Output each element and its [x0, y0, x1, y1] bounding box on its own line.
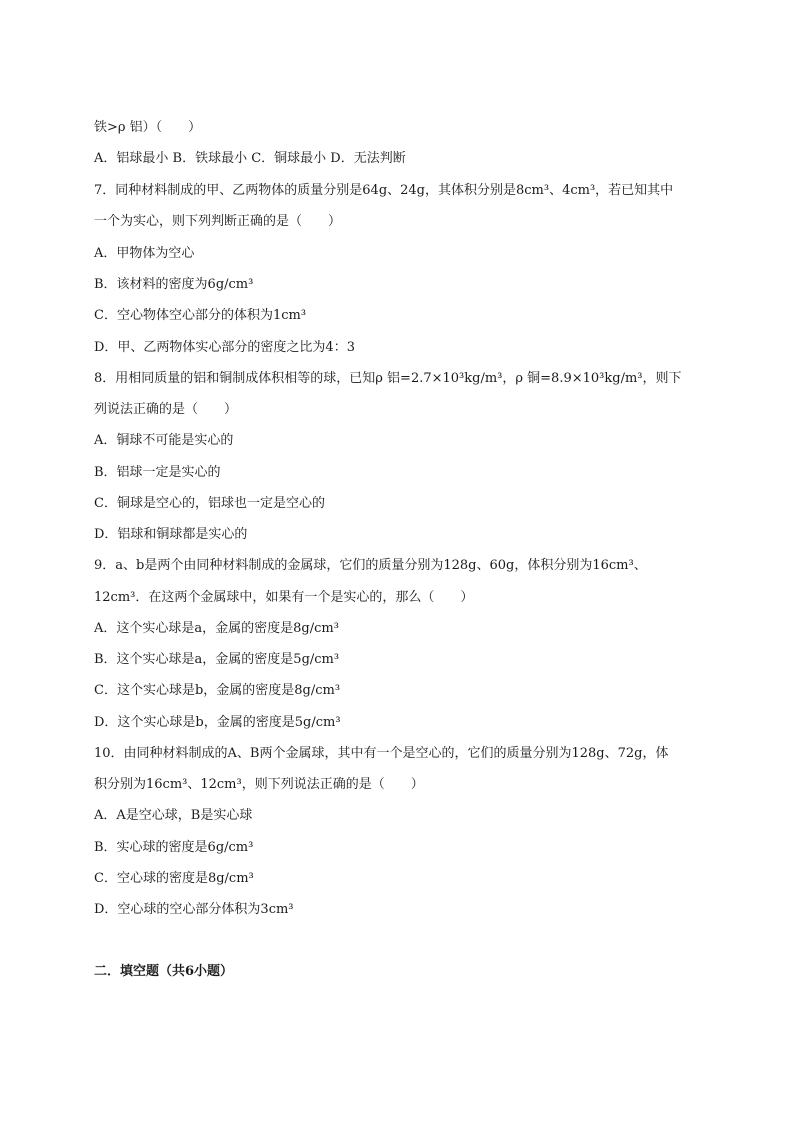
text-line: D．铝球和铜球都是实心的: [94, 527, 248, 542]
text-line: B．该材料的密度为6g/cm³: [94, 277, 254, 292]
text-line: A．铜球不可能是实心的: [94, 433, 234, 448]
text-line: 7．同种材料制成的甲、乙两物体的质量分别是64g、24g，其体积分别是8cm³、4cm³，若已知其中: [94, 183, 674, 198]
text-line: C．空心物体空心部分的体积为1cm³: [94, 308, 307, 323]
text-line: B．实心球的密度是6g/cm³: [94, 840, 254, 855]
text-line: 8．用相同质量的铝和铜制成体积相等的球，已知ρ 铝=2.7×10³kg/m³，ρ 铜=8.9×10³kg/m³，则下: [94, 371, 682, 386]
text-line: D．空心球的空心部分体积为3cm³: [94, 902, 294, 917]
text-line: 10．由同种材料制成的A、B两个金属球，其中有一个是空心的，它们的质量分别为128g、72g，体: [94, 746, 669, 761]
text-line: C．空心球的密度是8g/cm³: [94, 871, 254, 886]
text-line: 列说法正确的是（ ）: [94, 402, 238, 417]
text-line: C．这个实心球是b，金属的密度是8g/cm³: [94, 683, 341, 698]
text-line: A．甲物体为空心: [94, 246, 195, 261]
text-line: 一个为实心，则下列判断正确的是（ ）: [94, 214, 342, 229]
text-line: 铁>ρ 铝）（ ）: [94, 120, 202, 135]
text-line: D．甲、乙两物体实心部分的密度之比为4：3: [94, 340, 355, 355]
text-line: 9．a、b是两个由同种材料制成的金属球，它们的质量分别为128g、60g，体积分别为16cm³、: [94, 558, 647, 573]
text-line: A．这个实心球是a，金属的密度是8g/cm³: [94, 621, 339, 636]
text-line: D．这个实心球是b，金属的密度是5g/cm³: [94, 715, 341, 730]
text-line: 12cm³．在这两个金属球中，如果有一个是实心的，那么（ ）: [94, 590, 474, 605]
text-line: B．铝球一定是实心的: [94, 465, 221, 480]
text-line: 积分别为16cm³、12cm³，则下列说法正确的是（ ）: [94, 777, 424, 792]
text-line: C．铜球是空心的，铝球也一定是空心的: [94, 496, 325, 511]
text-line: A．铝球最小 B．铁球最小 C．铜球最小 D．无法判断: [94, 151, 406, 166]
text-line: B．这个实心球是a，金属的密度是5g/cm³: [94, 652, 340, 667]
text-line: A．A是空心球，B是实心球: [94, 808, 253, 823]
section-heading: 二．填空题（共6小题）: [94, 964, 234, 979]
